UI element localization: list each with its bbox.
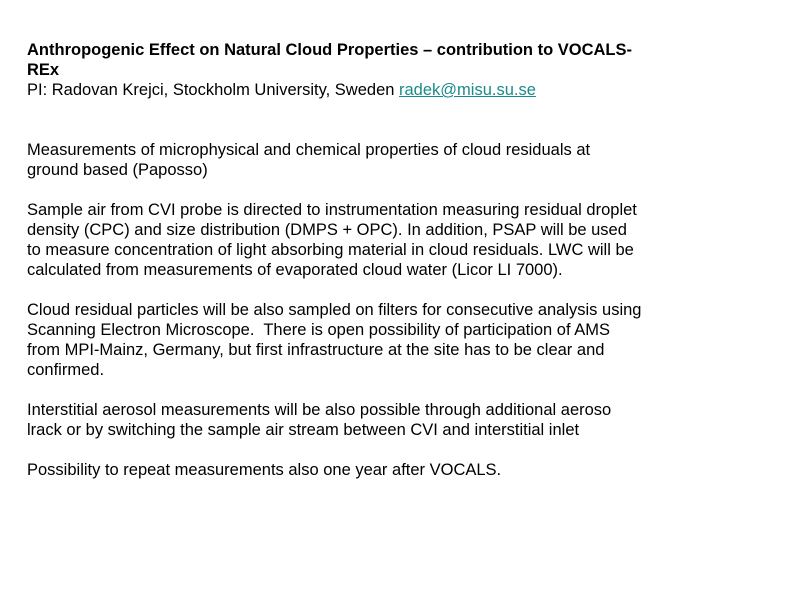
paragraph-line: Sample air from CVI probe is directed to instrumentation measuring residual droplet bbox=[27, 201, 637, 219]
paragraph-spacer bbox=[27, 280, 787, 300]
paragraph-line: confirmed. bbox=[27, 361, 105, 379]
paragraph-line: Cloud residual particles will be also sampled on filters for consecutive analysis using bbox=[27, 301, 642, 319]
document-body bbox=[27, 40, 787, 480]
pi-email-link[interactable]: radek@misu.su.se bbox=[399, 81, 536, 99]
paragraph-spacer bbox=[27, 440, 787, 460]
paragraph-line: density (CPC) and size distribution (DMPS + OPC). In addition, PSAP will be used bbox=[27, 221, 627, 239]
paragraph bbox=[27, 140, 787, 180]
pi-text: PI: Radovan Krejci, Stockholm University, Sweden bbox=[27, 81, 400, 99]
paragraph-spacer bbox=[27, 380, 787, 400]
paragraph bbox=[27, 200, 787, 280]
paragraph-line: lrack or by switching the sample air stream between CVI and interstitial inlet bbox=[27, 421, 580, 439]
paragraph bbox=[27, 460, 787, 480]
principal-investigator-line bbox=[27, 80, 787, 100]
paragraph bbox=[27, 400, 787, 440]
title-line: REx bbox=[27, 61, 60, 79]
paragraph-line: Possibility to repeat measurements also one year after VOCALS. bbox=[27, 461, 502, 479]
paragraph-line: from MPI-Mainz, Germany, but first infrastructure at the site has to be clear and bbox=[27, 341, 605, 359]
paragraph-line: Measurements of microphysical and chemical properties of cloud residuals at bbox=[27, 141, 591, 159]
paragraph-line: calculated from measurements of evaporated cloud water (Licor LI 7000). bbox=[27, 261, 563, 279]
spacer bbox=[27, 100, 787, 140]
paragraph-line: Scanning Electron Microscope. There is open possibility of participation of AMS bbox=[27, 321, 610, 339]
paragraph-spacer bbox=[27, 180, 787, 200]
paragraph-line: ground based (Paposso) bbox=[27, 161, 208, 179]
title-line: Anthropogenic Effect on Natural Cloud Properties – contribution to VOCALS- bbox=[27, 41, 633, 59]
paragraph bbox=[27, 300, 787, 380]
paragraph-line: to measure concentration of light absorbing material in cloud residuals. LWC will be bbox=[27, 241, 634, 259]
document-title bbox=[27, 40, 787, 80]
paragraphs-container bbox=[27, 140, 787, 480]
paragraph-line: Interstitial aerosol measurements will be also possible through additional aeroso bbox=[27, 401, 612, 419]
